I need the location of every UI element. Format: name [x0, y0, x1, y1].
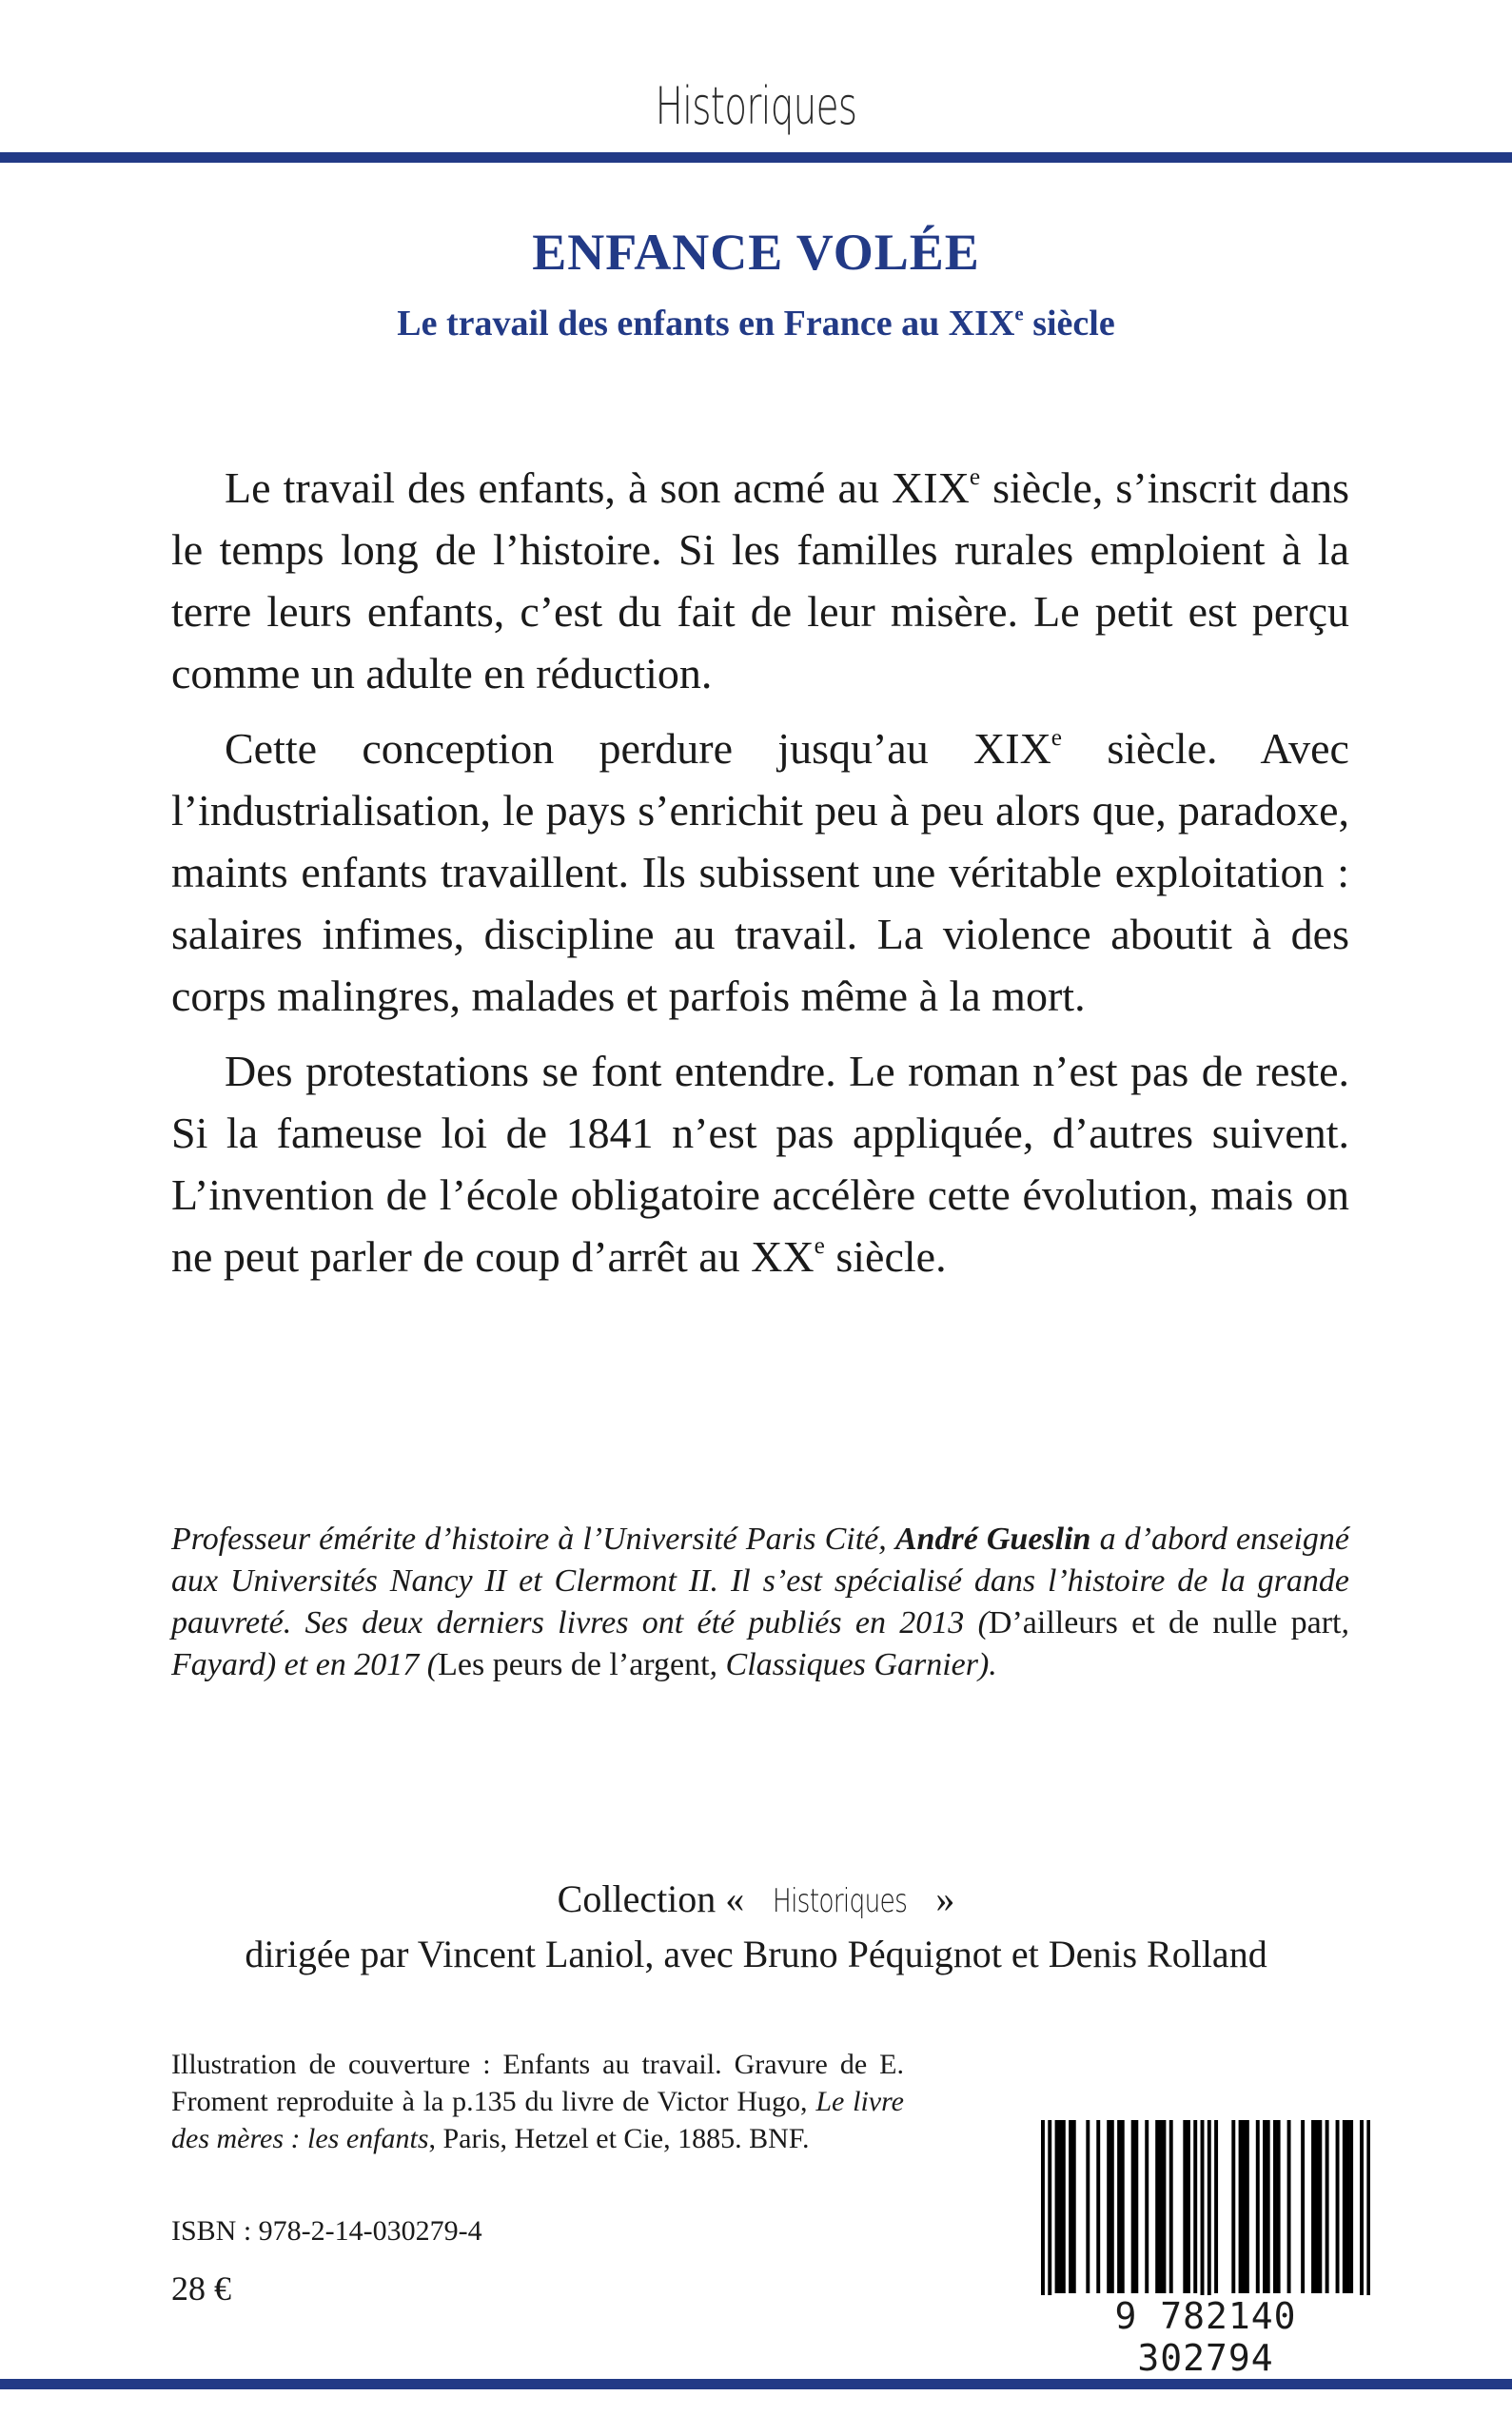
- barcode-bar: [1072, 2120, 1076, 2293]
- barcode-bar: [1201, 2120, 1205, 2307]
- text-run: siècle, s’inscrit dans le temps long de l’histoire. Si les familles rurales emploient à la terre leurs enfants, c’est du fait de leur misère. Le petit est perçu comme un adulte en réduction.: [171, 463, 1350, 697]
- barcode-bar: [1208, 2120, 1211, 2307]
- barcode-bar: [1145, 2120, 1149, 2293]
- barcode-bar: [1048, 2120, 1051, 2307]
- barcode-bar: [1183, 2120, 1187, 2293]
- series-header: Historiques: [655, 76, 857, 136]
- barcode-bar: [1315, 2120, 1319, 2293]
- barcode-bar: [1325, 2120, 1329, 2293]
- book-title-1: D’ailleurs et de nulle part: [988, 1605, 1342, 1640]
- barcode-bar: [1058, 2120, 1062, 2293]
- collection-info: [0, 1873, 1512, 1981]
- book-title: ENFANCE VOLÉE: [532, 224, 980, 281]
- barcode-bar: [1062, 2120, 1066, 2293]
- description-paragraph-1: [171, 457, 1349, 704]
- collection-directors: dirigée par Vincent Laniol, avec Bruno Péquignot et Denis Rolland: [245, 1933, 1267, 1975]
- barcode-bar: [1134, 2120, 1138, 2293]
- text-run: Le travail des enfants, à son acmé au XIX: [225, 463, 970, 512]
- barcode-bar: [1110, 2120, 1114, 2293]
- barcode-bar: [1096, 2120, 1100, 2293]
- bio-text: , Fayard) et en 2017 (: [171, 1605, 1349, 1682]
- barcode-bar: [1349, 2120, 1353, 2293]
- barcode: [1041, 2120, 1370, 2379]
- barcode-bar: [1242, 2120, 1246, 2293]
- barcode-bar: [1041, 2120, 1045, 2307]
- barcode-bar: [1256, 2120, 1260, 2293]
- barcode-bar: [1086, 2120, 1090, 2293]
- barcode-bar: [1343, 2120, 1346, 2293]
- text-run: Des protestations se font entendre. Le roman n’est pas de reste. Si la fameuse loi de 1841 n’est pas appliquée, d’autres suivent. L’invention de l’école obligatoire accélère cette évolution, mais on ne peut parler de coup d’arrêt au XX: [171, 1047, 1349, 1281]
- subtitle-text: Le travail des enfants en France au XIX: [397, 304, 1015, 344]
- barcode-bar: [1117, 2120, 1121, 2293]
- top-divider: [0, 152, 1512, 163]
- barcode-bar: [1246, 2120, 1249, 2293]
- bio-text: , Classiques Garnier).: [709, 1647, 997, 1682]
- barcode-bar: [1287, 2120, 1291, 2293]
- barcode-bar: [1162, 2120, 1166, 2293]
- collection-text: Collection «: [557, 1877, 755, 1920]
- barcode-bar: [1131, 2120, 1135, 2293]
- barcode-bar: [1318, 2120, 1322, 2293]
- collection-text: »: [926, 1877, 955, 1920]
- bio-text: a d’abord enseigné aux Universités Nancy II et Clermont II. Il s’est spécialisé dans l’histoire de la grande pauvreté. Ses deux derniers livres ont été publiés en 2013 (: [171, 1522, 1349, 1640]
- superscript: e: [969, 463, 981, 491]
- superscript: e: [1051, 724, 1063, 752]
- subtitle-text-end: siècle: [1023, 304, 1115, 344]
- barcode-bar: [1277, 2120, 1281, 2293]
- cover-credits: [171, 2046, 904, 2157]
- bottom-divider: [0, 2379, 1512, 2389]
- collection-label: [0, 1873, 1512, 1928]
- barcode-bar: [1273, 2120, 1277, 2293]
- barcode-bar: [1121, 2120, 1125, 2293]
- barcode-bar: [1107, 2120, 1110, 2293]
- barcode-bar: [1069, 2120, 1072, 2293]
- barcode-bar: [1263, 2120, 1267, 2293]
- price: 28 €: [171, 2269, 231, 2308]
- barcode-bar: [1159, 2120, 1163, 2293]
- barcode-bar: [1169, 2120, 1173, 2293]
- author-name: André Gueslin: [894, 1522, 1091, 1557]
- barcode-bar: [1301, 2120, 1305, 2293]
- barcode-bar: [1155, 2120, 1159, 2293]
- barcode-bar: [1187, 2120, 1190, 2293]
- description-paragraph-2: [171, 717, 1349, 1027]
- text-run: siècle. Avec l’industrialisation, le pays s’enrichit peu à peu alors que, paradoxe, maints enfants travaillent. Ils subissent une véritable exploitation : salaires infimes, discipline au travail. La violence aboutit à des corps malingres, malades et parfois même à la mort.: [171, 724, 1349, 1020]
- barcode-digits: 9 782140 302794: [1041, 2295, 1370, 2379]
- barcode-bar: [1311, 2120, 1315, 2293]
- credits-text: , Paris, Hetzel et Cie, 1885. BNF.: [428, 2123, 810, 2154]
- barcode-bar: [1055, 2120, 1059, 2293]
- barcode-bar: [1239, 2120, 1243, 2293]
- barcode-bar: [1193, 2120, 1197, 2293]
- book-subtitle: [0, 303, 1512, 344]
- barcode-bar: [1231, 2120, 1235, 2293]
- text-run: Cette conception perdure jusqu’au XIX: [225, 724, 1051, 773]
- barcode-bar: [1366, 2120, 1370, 2307]
- superscript: e: [814, 1232, 825, 1260]
- barcode-bar: [1267, 2120, 1270, 2293]
- bio-text: Professeur émérite d’histoire à l’Université Paris Cité,: [171, 1522, 895, 1557]
- text-run: siècle.: [824, 1232, 947, 1281]
- barcode-bar: [1336, 2120, 1340, 2293]
- description: [171, 457, 1349, 1301]
- credits-text: Illustration de couverture : Enfants au travail. Gravure de E. Froment reproduite à la p.135 du livre de Victor Hugo,: [171, 2049, 904, 2117]
- author-bio: [171, 1519, 1349, 1686]
- barcode-bar: [1346, 2120, 1350, 2293]
- subtitle-superscript: e: [1014, 302, 1024, 325]
- barcode-bar: [1360, 2120, 1364, 2307]
- credits-book-title: Le livre des mères : les enfants: [171, 2086, 904, 2154]
- isbn: ISBN : 978-2-14-030279-4: [171, 2215, 482, 2247]
- barcode-bar: [1214, 2120, 1218, 2293]
- book-title-2: Les peurs de l’argent: [438, 1647, 710, 1682]
- collection-series-name: Historiques: [773, 1882, 908, 1920]
- description-paragraph-3: [171, 1040, 1349, 1287]
